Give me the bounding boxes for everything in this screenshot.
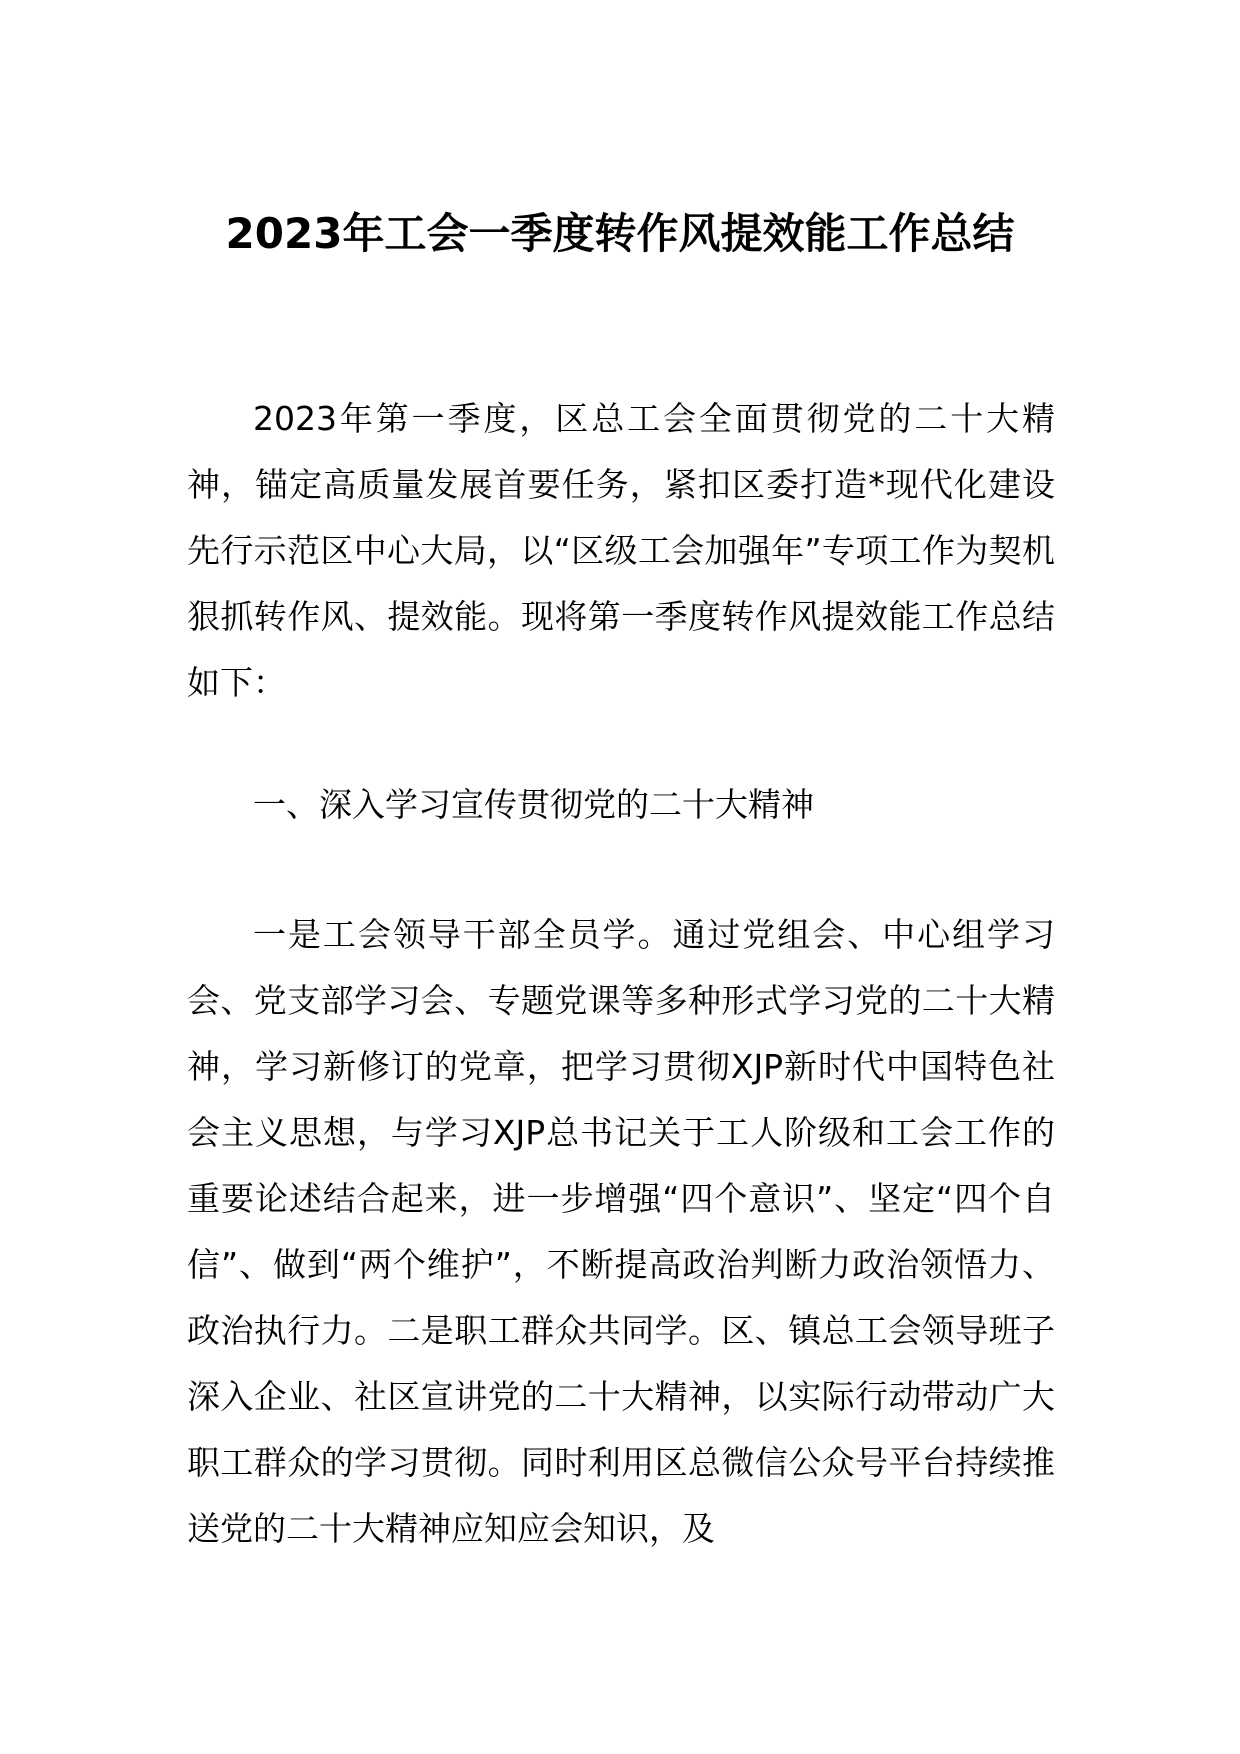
- document-title: 2023年工会一季度转作风提效能工作总结: [225, 209, 1015, 258]
- section-heading-1: 一、深入学习宣传贯彻党的二十大精神: [253, 785, 814, 824]
- intro-paragraph: 2023年第一季度，区总工会全面贯彻党的二十大精神，锚定高质量发展首要任务，紧扣区委打造*现代化建设先行示范区中心大局，以“区级工会加强年”专项工作为契机狠抓转作风、提效能。现将第一季度转作风提效能工作总结如下：: [187, 399, 1055, 702]
- section-1-paragraph: 一是工会领导干部全员学。通过党组会、中心组学习会、党支部学习会、专题党课等多种形式学习党的二十大精神，学习新修订的党章，把学习贯彻XJP新时代中国特色社会主义思想，与学习XJP总书记关于工人阶级和工会工作的重要论述结合起来，进一步增强“四个意识”、坚定“四个自信”、做到“两个维护”，不断提高政治判断力政治领悟力、政治执行力。二是职工群众共同学。区、镇总工会领导班子深入企业、社区宣讲党的二十大精神，以实际行动带动广大职工群众的学习贯彻。同时利用区总微信公众号平台持续推送党的二十大精神应知应会知识，及: [187, 915, 1055, 1548]
